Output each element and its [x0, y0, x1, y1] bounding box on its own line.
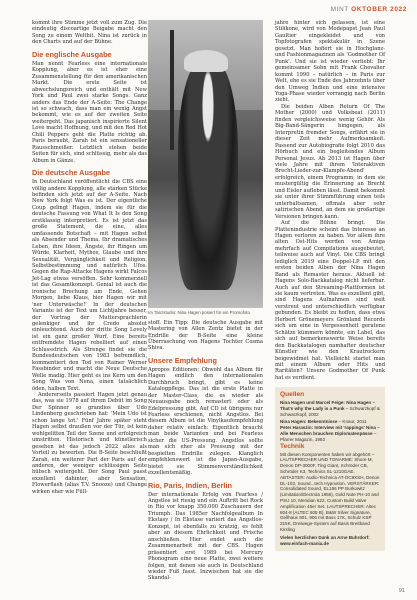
- sources-box: [275, 387, 385, 551]
- issue-label: OKTOBER 2022: [351, 6, 407, 13]
- sources-heading: Quellen: [280, 391, 305, 399]
- column-3: [275, 20, 385, 551]
- source-detail: – Pfarrer Magazin, 1983: [280, 431, 377, 442]
- body-paragraph: Man nennt Fearless eine internationale Kopplung, aber es ist eher eine Zusammenstellung für den amerikanischen Markt. Die erste Seite ist abwechslungsreich und enthält mit New York und Paul zwei starke Songs. Ganz anders das Ende der A-Seite: The Change ist so schwach, dass man ein wenig Angst bekommt, wie es auf der zweiten Seite weitergeht. Das japanisch inspirierte Silent Love macht Hoffnung, und mit den Red Hot Chili Peppers geht die Platte richtig ab. Paris beraubt, Zarah ist ein sensationeller Rausschmeißer. Letztlich stehen beide Seiten für sich, sind schlüssig, mehr als das Album in Gänze.: [32, 60, 147, 164]
- body-paragraph: jahre hinter sich gelassen, ist eine Stilikone, wird von Modepapst Jean Paul Gaultier eingekleidet und von Topfotografen spektakulär in Szene gesetzt. Man hofiert sie in Hochglanz- und Fashionmagazinen als 'Godmother Of Punk'. Und sie ist wieder verliebt: Ihr gemeinsamer Sohn mit Frank Chevalier kommt 1990 – natürlich – in Paris zur Welt, ehe es sie Ende des Jahrzehnts über den Umweg Indien und eine intensive Yoga-Phase wieder vorrangig nach Berlin zieht.: [275, 20, 385, 104]
- source-item: [280, 419, 380, 425]
- column-1: [32, 20, 147, 495]
- source-title: Nina Hagen und Marcel Feige: Nina Hagen – That's why the Lady is a Punk: [280, 400, 375, 411]
- section-heading: Die deutsche Ausgabe: [32, 168, 110, 178]
- photo-figure: [178, 60, 238, 290]
- body-paragraph: stoff. Ein Tipp: Die deutsche Ausgabe mit Mastering von Allen Zentz bietet in der Endrille der B-Seite eine kleine Überraschung von Hagens Tochter Cosma Shiva.: [148, 319, 263, 352]
- promo-photo: [148, 20, 263, 308]
- photo-pole: [170, 30, 174, 150]
- tech-text: Mit diesen Komponenten haben wir abgehört – LAUTSPRECHER UND TONARME: Shure M, Denon DP-3000F, Ting Giant, Schröder CB, Schröder K3, Technics SL-1210GAE. ABTASTER: Audio-Technica AT-OC9XSH, Denon DL-103, Sound...tech Hypnotion. VERSTÄRKER: Consolidated Sound, EL156 PP Burkowitz (Limitation/Electrola 1956), Gold Note PH-10 and PSU 10, Meridian 622, Custom Build Valve Amplification 45er Set. LAUTSPRECHER: Altec 604-8 (ALTEC 605 B), B&W Silver Signature, Gellhaus 901, 906 mit Bass 17K, Schulz KSP 215K, Dreiwege-System auf Basis Breitband Kirsling: [280, 451, 380, 532]
- body-paragraph: Die beiden Alben Return Of The Mother (2000) und Volksbeat (2011) finden vergleichsweise wenig Gehör. Als Big-Band-Sängerin hingegen, als Interpretin fremder Songs, erfährt sie in dieser Zeit mehr Aufmerksamkeit. Passend zur Autobiografie folgt 2010 das Hörbuch und ein begleitendes Album Personal Jesus. Ab 2013 ist Hagen über viele Jahre mit ihrem 'Interaktiven Brecht-Lieder-zur-Klampfe-Abend' erfolgreich, einem Programm, in dem sie mustergültig die Erinnerung an Brecht und Eisler aufleben lässt. Damit bekommt sie unter ihrer Stimmführung einen teils unterhaltsamen, oftmals aber sehr satirischen Abend, an dem sie großartige Versionen bringen kann.: [275, 103, 385, 220]
- intro-paragraph: kommt ihre Stimme jetzt voll zum Zug. Die eindeutig discoartige Beigabe macht den Song zu einem Welthit. Nina ist zurück in den Charts und auf der Bühne.: [32, 20, 147, 46]
- photo-cap: [184, 50, 228, 72]
- source-item: [280, 400, 380, 417]
- tech-heading: Technik: [280, 442, 305, 450]
- page-number: 91: [398, 588, 405, 594]
- running-head: [331, 6, 407, 13]
- source-detail: – Knaur, 2011: [337, 418, 367, 424]
- magazine-name: MINT: [330, 6, 349, 13]
- photo-caption: Im Tanzstudio: Nina Hagen posiert für ein Promofoto: [148, 310, 250, 315]
- body-paragraph: Der internationale Erfolg von Fearless / Angstlos ist riesig und ein Auftritt bei Rock in Rio vor knapp 350.000 Zuschauern der Triumph. Das 1985er Nachfolgealbum In Ekstasy / In Ekstase variiert das Angstlos-Konzept, ist ebenfalls zu kratzig, es fehlt aber an diesem Ehrlichkeit und Frische anschließen. Hier endet auch die Zusammenarbeit mit der CBS. Hagen präsentiert erst 1989 bei Mercury Phonogram eine neue Platte, zwei weitere folgen, mit denen sie auch in Deutschland wieder Fuß fasst. Inzwischen hat sie die Skandal-: [148, 491, 263, 582]
- body-paragraph: Auf die Bühne bringt. Die Plattenindustrie scheint das Interesse an Hagen verloren zu haben. Vor allem ihre alten Ost-Hits werden von Amiga mehrfach auf Compilations ausgebeutet, teilweise auch auf Vinyl. Die CBS bringt lediglich 2019 eine Doppel-LP mit den ersten beiden Alben der Nina Hagen Band als Remaster heraus. Aktuell ist Hagens Solo-Backkatalog nicht lieferbar. Auch auf den Streaming-Plattformen ist sie kaum vertreten. Was es exzellent gibt, sind Hagens Aufnahmen sind weit verstreut und unterschiedlich verfügbar gebunden. Es bleibt zu hoffen, dass etwa Herbert Grönemeyers Grönland Records sich um eine in Vergessenheit geratene Schätze kümmern könnte, ein Label, das sich auf bemerkenswerte Weise bereits den Backkatalogen namhafter deutscher Künstler wie den Krautrockern beigewidmet hat. Vielleicht startet man mit einem Album oder Hits und Raritäten? Unsere Godmother Of Punk hat es verdient.: [275, 220, 385, 381]
- column-2: [148, 20, 263, 582]
- page-header: [0, 0, 417, 22]
- section-heading: Rio, Paris, Indien, Berlin: [148, 480, 232, 490]
- body-paragraph: In Deutschland veröffentlicht die CBS eine völlig andere Kopplung, alle starken Stücke befinden sich jetzt auf der A-Seite. Nach New York folgt Was es ist. Der eigentliche Coup gelingt Hagen, indem sie für die deutsche Fassung von What It Is den Song erstklassig interpretiert. Es ist jetzt das große Statement, die eine, alles umfassende Botschaft – mit Hagen selbst als Absender und Thema. Ihr dramatisches Leben, ihre Ideen, Ängste, ihr Ringen um Würde, Klarheit, Mythos, Glaube und ihre Sexualität, Vergänglichkeit und Religion, Selbstbestimmung und natürlich Ufos. Gegen die Rap-Attacke Hagens wirkt Falcos Jet-Lag etwas versöffen. Sehr kommerziell ist das Gesamtkonzept. Genial ist auch die ironische Brechung am Ende, Gehen Morgen, liebe Klaus, hier Hagen wir mit 'ner Unterwäsche!' In der deutschen Variante ist der Text um Lichtjahre besser, der Vortrag der Muttersprachlerin gelenkiger und ihr Credo absolut einleuchtend. Auch der dritte Song Lovely ist ein ganz großer Wurf. Eine bereits entfremdete Hagen rebelliert auf einen Schlussstrich. Als Strenge findet sie die Bundesdeutschen von 1983 befremdlich, kommentiert den Tod von Rainer Werner Fassbinder und macht die Neue Deutsche Welle madig. Hier geht es ins Kern um den Song Was von Nena, einen tatsächlich öden, halben Text.: [32, 179, 147, 392]
- section-heading: Die englische Ausgabe: [32, 49, 112, 59]
- body-paragraph: Apropos Editionen: Obwohl das Album für Hagen endlich den internationalen Durchbruch bringt, gibt es keine Katalogpflege. Das ist die erste Platte in der Master-Class, die es wieder als Neuausgabe noch remastert oder als Edelpressung gibt. Auf CD ist übrigens nur Fearless erschienen, nicht Angstlos. Bei diesem Album ist die Vinylkaufempfehlung daher relativ einfach: Eigentlich braucht man beide Varianten und bei Fearless sicher die US-Pressung. Angstlos sollte man sich eher als Pressung mit der bespielten Endrille zulegen. Klanglich empfehlenswert ist die Japan-Ausgabe, bietet sie Stimmenverständlichkeit exzellentsmäßig.: [148, 366, 263, 477]
- section-heading: Unsere Empfehlung: [148, 355, 217, 365]
- body-paragraph: Andererseits passiert Hagen jetzt genau das, was sie 1978 auf ihrem Debüt im Song Der Spinner so grandios über Udo Lindenberg geschrieben hat: 'Mein Udo ist schon lange tot.' Fünf Jahre später steht Hagen selbst draußen vor der Tür, ist kein wohlgelitten Teil der Szene und erfolgreich umstritten. Historisch und künstlerisch gesehen ist das jedoch 2022 alles als Vorteil zu bewerten. Die B-Seite beschließt Zarah, ein weiterer Part der Paris auf der anderen, der weniger schlüssigen Seite hübsch weitergeht. Der Song Paul passt exzellent dahinter, aber Sensation, Flowerflash (alias T.V. Snooze) und Change wirken eher wie Füll-: [32, 392, 147, 495]
- source-title: Peter Haraszin: Interview mit 'rappings' Nina – Alle Menschen brauchen Diplomatenpässe: [280, 425, 380, 437]
- source-item: [280, 425, 380, 442]
- thanks-footer: Vielen herzlichen Dank an Arne Buhrdorf: www.einfach-mania.de: [280, 534, 370, 546]
- source-title: Nina Hagen: Bekenntnisse: [280, 418, 338, 424]
- source-detail: – Schwarzkopf & Schwarzkopf, 2002: [280, 405, 380, 417]
